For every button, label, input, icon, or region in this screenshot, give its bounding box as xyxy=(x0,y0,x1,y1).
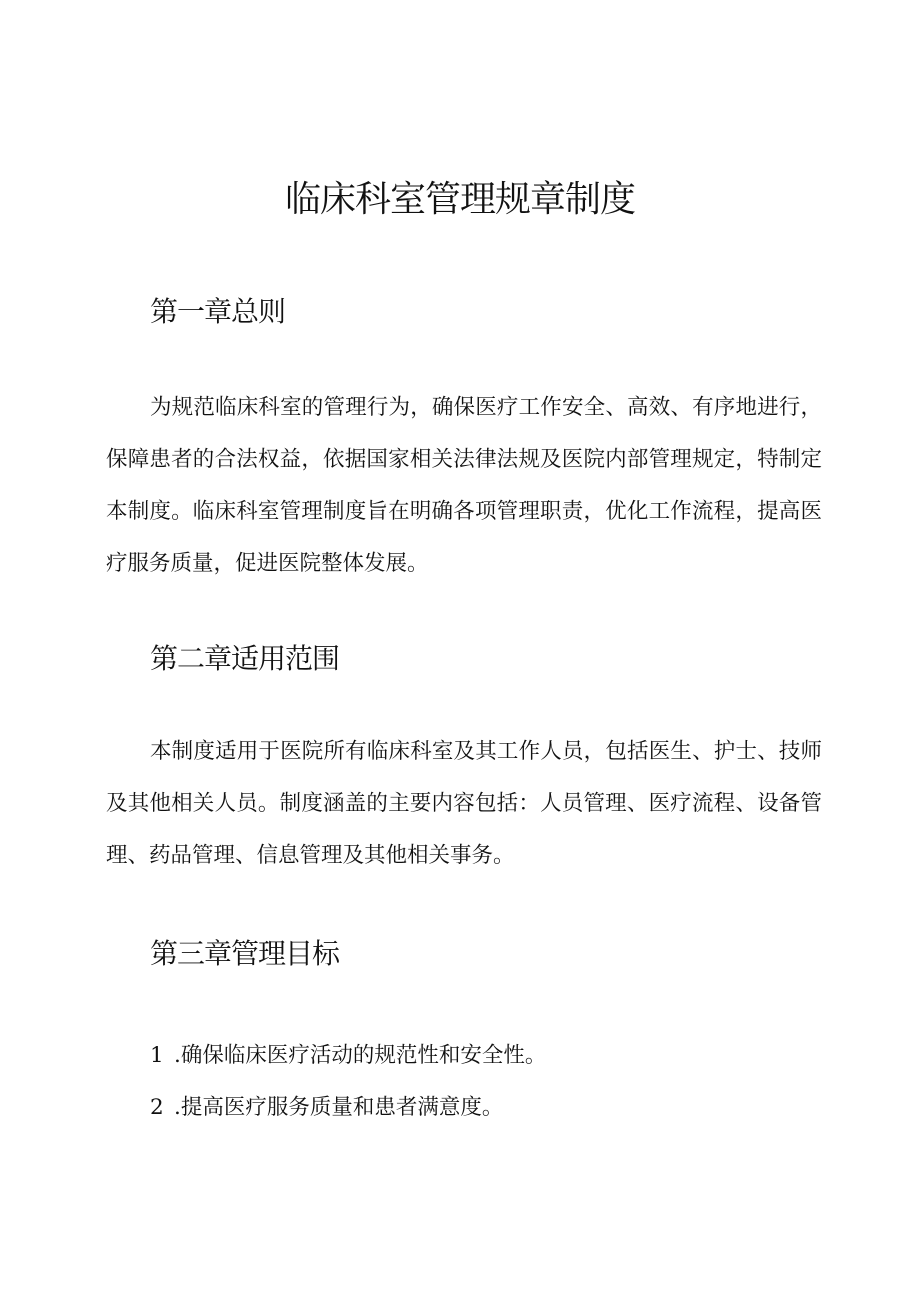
list-item-text: .确保临床医疗活动的规范性和安全性。 xyxy=(174,1043,547,1068)
chapter-3-heading: 第三章管理目标 xyxy=(150,937,340,970)
list-item xyxy=(150,1041,546,1071)
list-item-number: 2 xyxy=(150,1095,164,1120)
list-item xyxy=(150,1093,503,1123)
list-item-number: 1 xyxy=(150,1043,164,1068)
list-item-text: .提高医疗服务质量和患者满意度。 xyxy=(174,1095,504,1120)
document-title: 临床科室管理规章制度 xyxy=(284,179,635,220)
chapter-1-paragraph: 为规范临床科室的管理行为，确保医疗工作安全、高效、有序地进行，保障患者的合法权益，依据国家相关法律法规及医院内部管理规定，特制定本制度。临床科室管理制度旨在明确各项管理职责，优化工作流程，提高医疗服务质量，促进医院整体发展。 xyxy=(106,395,822,576)
chapter-2-paragraph: 本制度适用于医院所有临床科室及其工作人员，包括医生、护士、技师及其他相关人员。制度涵盖的主要内容包括：人员管理、医疗流程、设备管理、药品管理、信息管理及其他相关事务。 xyxy=(106,739,822,868)
chapter-2-heading: 第二章适用范围 xyxy=(150,642,340,675)
chapter-1-heading: 第一章总则 xyxy=(150,295,286,328)
